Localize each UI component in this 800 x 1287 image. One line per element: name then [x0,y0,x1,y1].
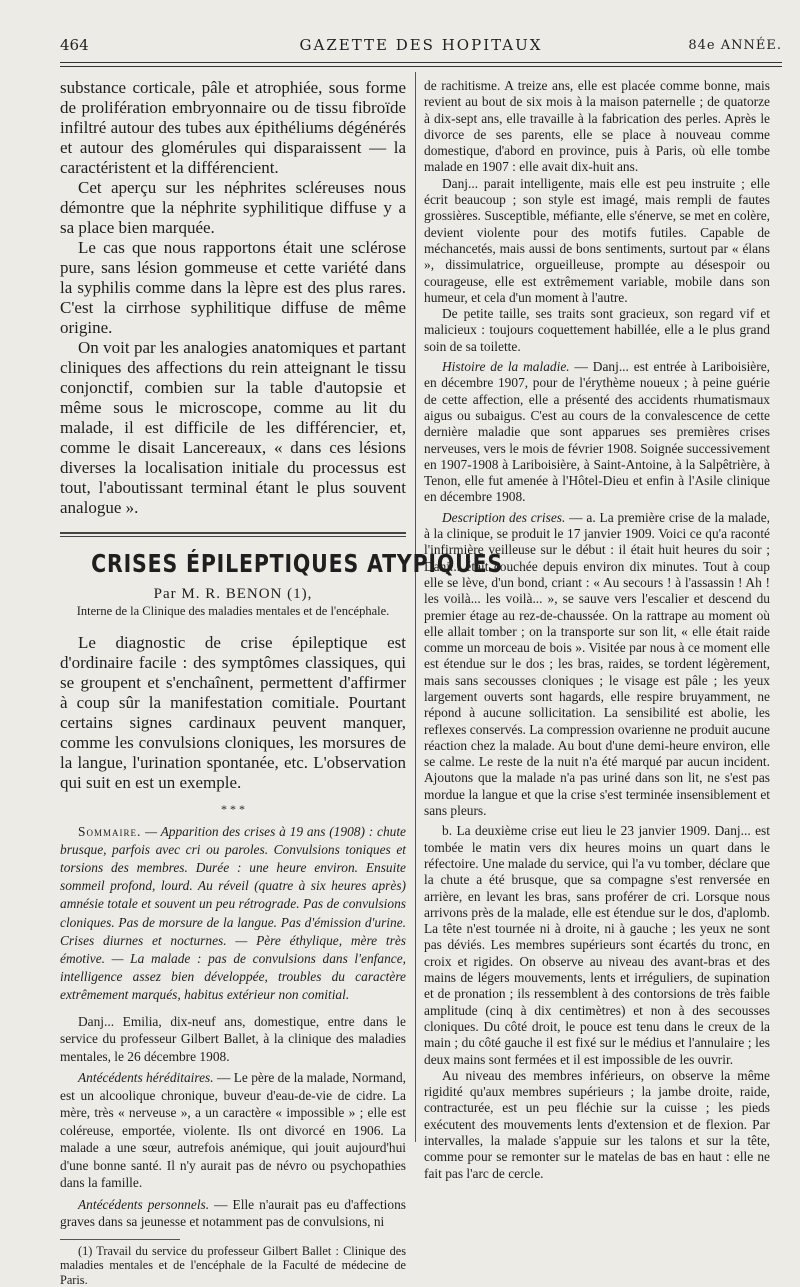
paragraph: Danj... parait intelligente, mais elle est peu instruite ; elle écrit beaucoup ; son style est imagé, mais rempli de fautes grossières. Susceptible, méfiante, elle s'énerve, se met en colère, devient violente pour des motifs futiles. Capable de méchancetés, mais aussi de bons sentiments, surtout par « élans », dissimulatrice, orgueilleuse, prompte au désespoir ou courageuse, elle est extrêmement variable, mobile dans son humeur, et cela d'un moment à l'autre. [424,175,770,305]
lower-limbs-paragraph: Au niveau des membres inférieurs, on observe la même rigidité qu'aux membres supérieurs ; la jambe droite, raide, contracturée, est un peu fléchie sur la cuisse ; les pieds exécutent des mouvements lents d'extension et de flexion. Par intervalles, la malade s'appuie sur les talons et sur la tête, comme pour se remonter sur le matelas de bas en haut : elle ne fait pas l'arc de cercle. [424,1067,770,1181]
illness-history [424,359,770,506]
section-label: Histoire de la maladie. [442,359,570,375]
footnote-rule [60,1239,180,1240]
section-label: Description des crises. [442,509,566,525]
header-rule [60,62,782,63]
page-number: 464 [60,36,89,54]
case-paragraph: Danj... Emilia, dix-neuf ans, domestique, entre dans le service du professeur Gilbert Ballet, à la clinique des maladies mentales, le 26 décembre 1908. [60,1013,406,1064]
article-intro: Le diagnostic de crise épileptique est d'ordinaire facile : des symptômes classiques, qui se groupent et s'enchaînent, permettent d'affirmer à coup sûr la manifestation comitiale. Pourtant certains signes cardinaux peuvent manquer, comme les convulsions cloniques, les morsures de la langue, l'urination spontanée, etc. L'observation qui suit en est un exemple. [60,632,406,792]
running-header [60,36,782,58]
right-column [424,78,770,1182]
section-text: — Le père de la malade, Normand, est un alcoolique chronique, buveur d'eau-de-vie de cidre. La mère, très « nerveuse », a un caractère « impossible » ; elle est coléreuse, emportée, violente. Ils ont divorcé en 1906. La malade a une sœur, autrefois anémique, qui jouit aujourd'hui d'une bonne santé. Il n'y aurait pas de névro ou psychopathies dans la famille. [60,1070,406,1191]
section-separator [60,532,406,537]
personal-history [60,1196,406,1231]
paragraph: De petite taille, ses traits sont gracieux, son regard vif et malicieux : toujours coquettement habillée, elle a le plus grand soin de sa toilette. [424,306,770,354]
left-column [60,78,503,1287]
section-stars: * * * [221,801,245,816]
volume-year: 84e ANNÉE. [688,38,782,53]
section-label: Antécédents héréditaires. [78,1070,214,1086]
article-author: Par M. R. BENON (1), [153,586,313,603]
summary-text: — Apparition des crises à 19 ans (1908) : chute brusque, parfois avec cri ou paroles. Convulsions toniques et torsions des membres. Durée : une heure environ. Ensuite sommeil profond, lourd. Au réveil (quatre à six heures après) amnésie totale et souvent un peu rétrograde. Pas de convulsions cloniques. Pas de morsure de la langue. Pas d'émission d'urine. Crises diurnes et nocturnes. — Père éthylique, mère très émotive. — La malade : pas de convulsions dans l'enfance, intelligence assez bien développée, troubles du caractère extrêmement marqués, habitus extérieur non comitial. [60,823,406,1003]
article-summary [60,823,406,1005]
hereditary-history [60,1069,406,1192]
paragraph: On voit par les analogies anatomiques et partant cliniques des affections du rein atteignant le tissu conjonctif, combien sur la table d'autopsie et même sous le microscope, comme au lit du malade, il est difficile de les différencier, et, comme le disait Lancereaux, « dans ces lésions diverses la localisation initiale du processus est tout, l'aboutissant terminal étant le plus souvent analogue ». [60,338,406,517]
paragraph: Cet aperçu sur les néphrites scléreuses nous démontre que la néphrite syphilitique diffuse y a sa place bien marquée. [60,178,406,237]
crisis-description [424,510,770,820]
section-text: — Danj... est entrée à Lariboisière, en décembre 1907, pour de l'érythème noueux ; à peine guérie de cette affection, elle a présenté des accidents rhumatismaux aigus ou subaigus. C'est au cours de la convalescence de cette dernière maladie que sont apparues ses premières crises nerveuses, vers le mois de février 1908. Soignée successivement en 1907-1908 à Lariboisière, à Saint-Antoine, à la Salpêtrière, à Tenon, elle fut amenée à l'Hôtel-Dieu et enfin à l'Asile clinique en décembre 1908. [424,359,770,505]
author-affiliation: Interne de la Clinique des maladies mentales et de l'encéphale. [76,604,390,619]
paragraph: Le cas que nous rapportons était une sclérose pure, sans lésion gommeuse et cette variété dans la syphilis comme dans la lèpre est des plus rares. C'est la cirrhose syphilitique diffuse de même origine. [60,238,406,337]
column-divider [415,72,416,1142]
section-label: Antécédents personnels. [78,1196,210,1212]
journal-title: GAZETTE DES HOPITAUX [299,36,543,54]
second-crisis: b. La deuxième crise eut lieu le 23 janvier 1909. Danj... est tombée le matin vers dix heures moins un quart dans le réfectoire. Une malade du service, qui l'a vu tomber, déclare que la chute a été brusque, que sa compagne s'est renversée en arrière, en levant les bras, sans proférer de cri. Lorsque nous arrivons près de la malade, elle est étendue sur le dos, d'aplomb. La tête n'est tournée ni à droite, ni à gauche ; les yeux ne sont pas déviés. Les membres supérieurs sont écartés du tronc, en croix et rigides. On observe au niveau des avant-bras et des mains de légers mouvements, lents et irréguliers, de supination et de pronation ; ils ressemblent à des contorsions de très faible amplitude (cinq à dix centimètres) et non à des secousses cloniques. Du côté droit, le pouce est tenu dans le creux de la main ; du côté gauche il est fixé sur le médius et l'annulaire ; les deux mains sont fermées et il est impossible de les ouvrir. [424,823,770,1067]
section-text: — Elle n'aurait pas eu d'affections graves dans sa jeunesse et notamment pas de convulsions, ni [60,1196,406,1230]
footnote: (1) Travail du service du professeur Gilbert Ballet : Clinique des maladies mentales et de l'encéphale de la Faculté de médecine de Paris. [60,1243,406,1287]
summary-label: Sommaire. [78,823,142,839]
paragraph: de rachitisme. A treize ans, elle est placée comme bonne, mais revient au bout de six mois à la maison paternelle ; de quatorze à dix-sept ans, elle travaille à la fabrication des perles. Après le divorce de ses parents, elle se place à nouveau comme domestique, d'abord en province, puis à Paris, où elle tombe malade en 1907 : elle avait dix-huit ans. [424,78,770,175]
header-rule-thin [60,66,782,67]
paragraph: substance corticale, pâle et atrophiée, sous forme de prolifération embryonnaire ou de tissu fibroïde infiltré autour des tubes aux épithéliums dégénérés et autour des glomérules qui disparaissent — la caractéristent et la différencient. [60,78,406,177]
article-headline: CRISES ÉPILEPTIQUES ATYPIQUES [91,549,503,578]
section-text: — a. La première crise de la malade, à la clinique, se produit le 17 janvier 1909. Voici ce qu'a raconté l'infirmière veilleuse sur le début : il était huit heures du soir ; Danj... était couchée depuis environ dix minutes. Tout à coup elle se lève, d'un bond, criant : « Au secours ! à l'assassin ! Ah ! les voilà... les voilà... », se sauve vers l'escalier et descend du premier étage au rez-de-chaussée. On la rattrape au moment où elle allait tomber ; on la transporte sur son lit, « elle était raide comme un morceau de bois ». Visitée par nous à ce moment elle est étendue sur le dos ; les bras, raides, se tordent légèrement, mais sans secousses cloniques ; le visage est pâle ; les yeux largement ouverts sont hagards, elle respire bruyamment, ne répond à aucune sollicitation. La sensibilité est abolie, les reflexes conservés. La compression ovarienne ne produit aucune réaction chez la malade. Au bout d'une demi-heure environ, elle se calme. Le reste de la nuit n'a été marqué par aucun incident. Ajoutons que la malade n'a pas uriné dans son lit, ne s'est pas mordue la langue et que la crise s'est terminée insensiblement et sans pleurs. [424,509,770,819]
